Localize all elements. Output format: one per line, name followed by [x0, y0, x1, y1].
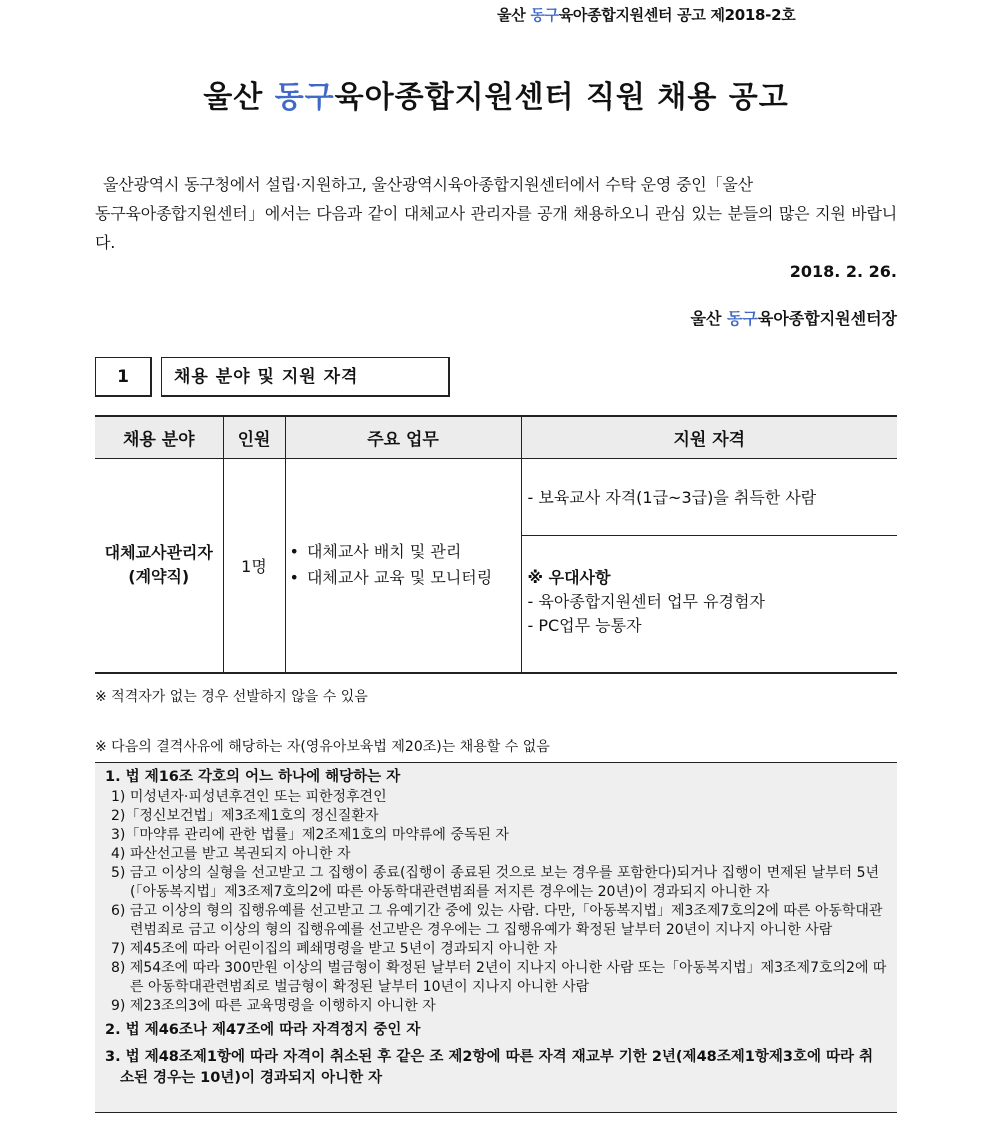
page-title: 울산 동구육아종합지원센터 직원 채용 공고 — [203, 80, 789, 115]
note-no-qualified: ※ 적격자가 없는 경우 선발하지 않을 수 있음 — [95, 689, 368, 705]
duty-item: • 대체교사 교육 및 모니터링 — [290, 565, 521, 591]
note-disqualification: ※ 다음의 결격사유에 해당하는 자(영유아보육법 제20조)는 채용할 수 없음 — [95, 739, 550, 755]
header-field: 채용 분야 — [95, 416, 223, 458]
qualification-text: - 보육교사 자격(1급~3급)을 취득한 사람 — [522, 459, 898, 536]
notice-number: 울산 동구육아종합지원센터 공고 제2018-2호 — [497, 6, 796, 24]
header-count: 인원 — [223, 416, 285, 458]
section-number: 1 — [95, 357, 152, 397]
list-item: 8) 제54조에 따라 300만원 이상의 벌금형이 확정된 날부터 2년이 지나지 아니한 사람 또는「아동복지법」제3조제7호의2에 따른 아동학대관련범죄로 벌금형이 확정된 날부터 10년이 지나지 아니한 사람 — [111, 960, 887, 995]
preference-item: - 육아종합지원센터 업무 유경험자 — [527, 591, 765, 611]
signer: 울산 동구육아종합지원센터장 — [690, 309, 897, 328]
table-row — [95, 458, 897, 673]
intro-paragraph — [95, 170, 897, 257]
announcement-date: 2018. 2. 26. — [789, 262, 897, 281]
list-item: 1) 미성년자·피성년후견인 또는 피한정후견인 — [111, 789, 387, 805]
list-item: 4) 파산선고를 받고 복권되지 아니한 자 — [111, 846, 351, 862]
intro-line-1: 울산광역시 동구청에서 설립·지원하고, 울산광역시육아종합지원센터에서 수탁 운영 중인「울산 — [103, 175, 753, 194]
list-item: 3)「마약류 관리에 관한 법률」제2조제1호의 마약류에 중독된 자 — [111, 827, 509, 843]
list-item: 9) 제23조의3에 따른 교육명령을 이행하지 아니한 자 — [111, 998, 436, 1014]
header-duties: 주요 업무 — [285, 416, 521, 458]
header-qualification: 지원 자격 — [521, 416, 897, 458]
preferences-block — [522, 536, 898, 672]
list-item: 5) 금고 이상의 실형을 선고받고 그 집행이 종료(집행이 종료된 것으로 보는 경우를 포함한다)되거나 집행이 면제된 날부터 5년(「아동복지법」제3조제7호의2에 따른 아동학대관련범죄를 저지른 경우에는 20년)이 경과되지 아니한 자 — [111, 865, 880, 900]
count-cell: 1명 — [223, 458, 285, 673]
duties-cell — [285, 458, 521, 673]
disqualification-box — [95, 762, 897, 1113]
list-item: 2)「정신보건법」제3조제1호의 정신질환자 — [111, 808, 379, 824]
recruitment-table — [95, 415, 897, 674]
intro-line-2: 동구육아종합지원센터」에서는 다음과 같이 대체교사 관리자를 공개 채용하오니 관심 있는 분들의 많은 지원 바랍니다. — [95, 204, 897, 252]
list-item: 6) 금고 이상의 형의 집행유예를 선고받고 그 유예기간 중에 있는 사람. 다만,「아동복지법」제3조제7호의2에 따른 아동학대관련범죄로 금고 이상의 형의 집행유예를 선고받은 경우에는 그 집행유예가 확정된 날부터 20년이 지나지 아니한 사람 — [111, 903, 883, 938]
list-item: 7) 제45조에 따라 어린이집의 폐쇄명령을 받고 5년이 경과되지 아니한 자 — [111, 941, 558, 957]
duty-item: • 대체교사 배치 및 관리 — [290, 539, 521, 565]
field-cell: 대체교사관리자 (계약직) — [95, 458, 223, 673]
disq-heading-1: 1. 법 제16조 각호의 어느 하나에 해당하는 자 — [105, 769, 401, 785]
qualification-cell — [521, 458, 897, 673]
section-title: 채용 분야 및 지원 자격 — [161, 357, 450, 397]
disq-heading-3: 3. 법 제48조제1항에 따라 자격이 취소된 후 같은 조 제2항에 따른 자격 재교부 기한 2년(제48조제1항제3호에 따라 취소된 경우는 10년)이 경과되지 아니한 자 — [105, 1049, 874, 1086]
disq-heading-2: 2. 법 제46조나 제47조에 따라 자격정지 중인 자 — [105, 1022, 421, 1038]
preference-title: ※ 우대사항 — [527, 567, 611, 587]
preference-item: - PC업무 능통자 — [527, 615, 642, 635]
table-header-row — [95, 416, 897, 458]
